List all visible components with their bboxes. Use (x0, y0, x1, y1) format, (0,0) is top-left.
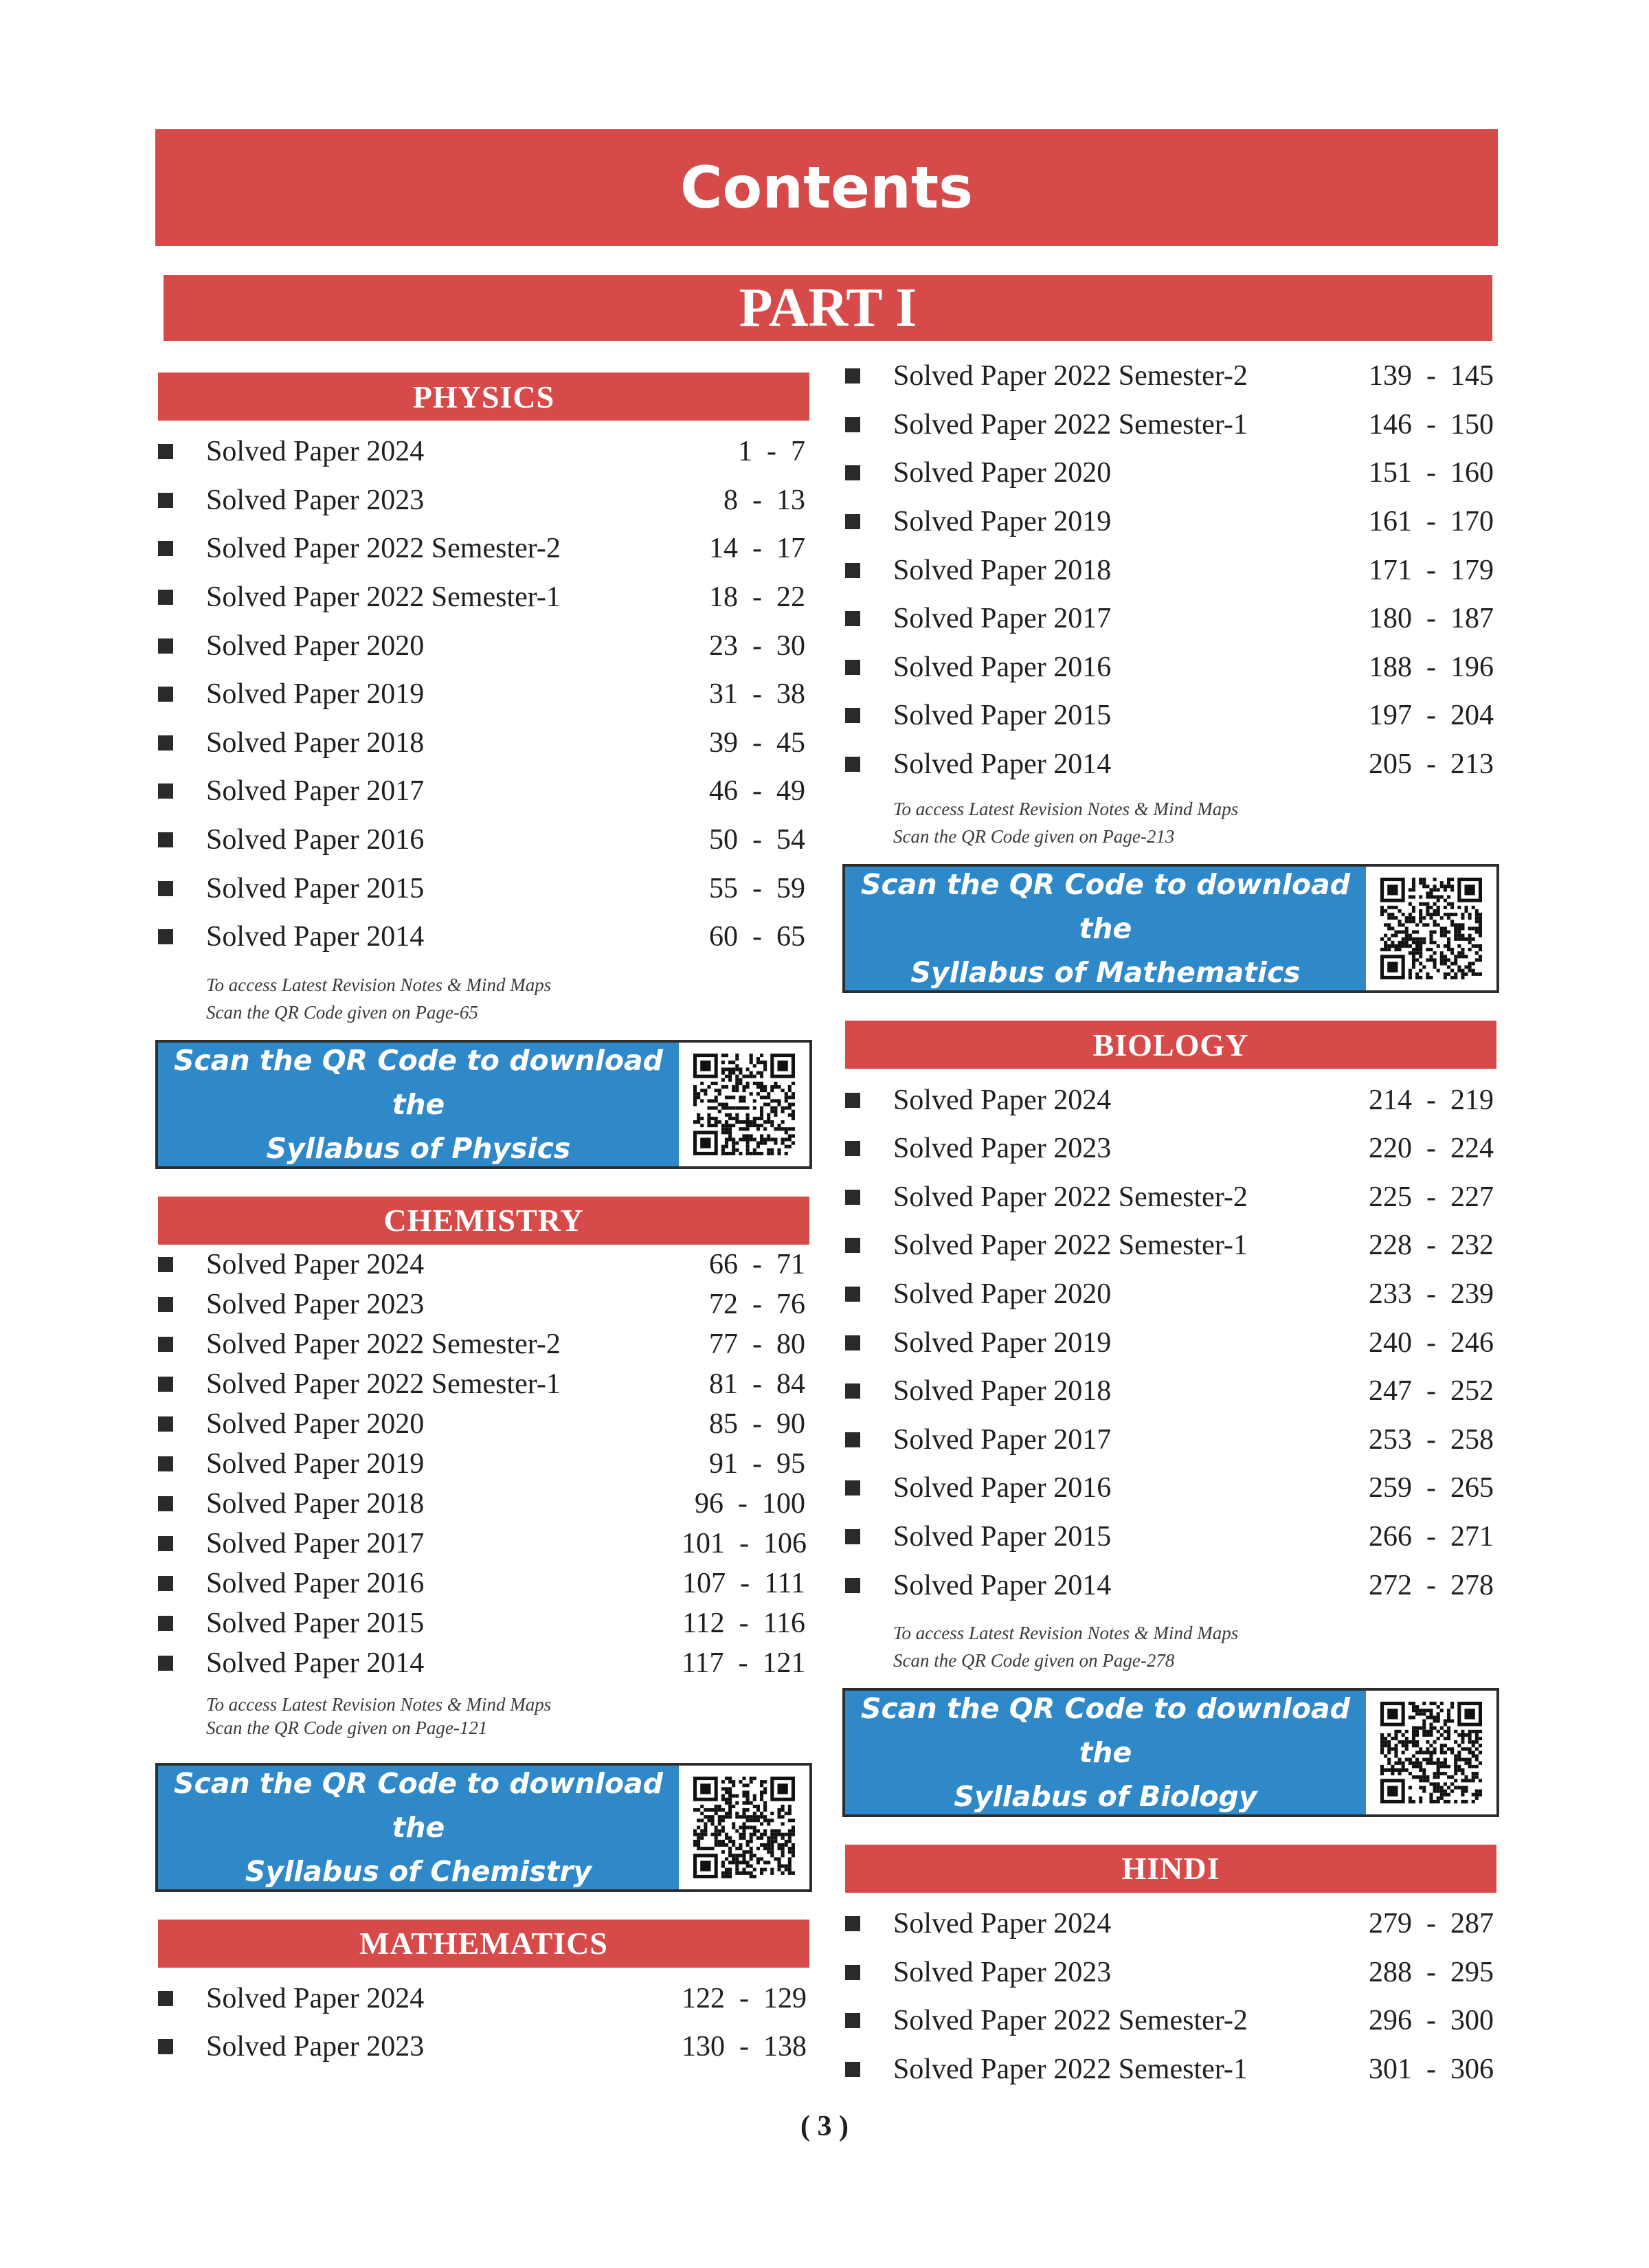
toc-entry[interactable] (155, 1444, 815, 1484)
toc-entry[interactable] (842, 643, 1502, 692)
hindi-list (842, 1900, 1502, 2093)
entry-pages: 266 - 271 (1369, 1520, 1494, 1553)
entry-pages: 205 - 213 (1369, 748, 1494, 781)
square-bullet-icon (845, 1432, 860, 1447)
physics-heading: PHYSICS (158, 373, 809, 421)
entry-title: Solved Paper 2017 (206, 775, 425, 808)
square-bullet-icon (845, 708, 860, 723)
entry-title: Solved Paper 2017 (206, 1527, 425, 1559)
entry-title: Solved Paper 2016 (206, 1567, 425, 1599)
square-bullet-icon (845, 1965, 860, 1980)
toc-entry[interactable] (842, 498, 1502, 546)
entry-pages: 296 - 300 (1369, 2005, 1494, 2037)
entry-pages: 46 - 49 (709, 775, 805, 808)
note-line: Scan the QR Code given on Page-65 (206, 1001, 478, 1023)
entry-title: Solved Paper 2018 (893, 1375, 1112, 1408)
left-column (155, 373, 815, 2071)
toc-entry[interactable] (155, 1603, 815, 1643)
qr-caption (158, 1766, 679, 1889)
toc-entry[interactable] (842, 1076, 1502, 1124)
entry-pages: 272 - 278 (1369, 1569, 1494, 1601)
entry-title: Solved Paper 2018 (206, 1487, 425, 1520)
right-column (842, 352, 1502, 2093)
toc-entry[interactable] (155, 1245, 815, 1285)
qr-line: Scan the QR Code to download the (173, 1766, 664, 1844)
square-bullet-icon (158, 1536, 173, 1551)
qr-code-icon (679, 1043, 809, 1166)
entry-pages: 112 - 116 (682, 1607, 805, 1639)
entry-title: Solved Paper 2018 (206, 726, 425, 759)
qr-caption (845, 1691, 1366, 1814)
square-bullet-icon (845, 2062, 860, 2077)
square-bullet-icon (845, 2013, 860, 2028)
square-bullet-icon (845, 563, 860, 578)
physics-syllabus-qr[interactable] (155, 1040, 812, 1169)
toc-entry[interactable] (155, 573, 815, 622)
mathematics-note (842, 795, 1502, 850)
entry-title: Solved Paper 2022 Semester-1 (206, 1368, 561, 1400)
entry-pages: 85 - 90 (709, 1408, 805, 1440)
toc-entry[interactable] (842, 1900, 1502, 1948)
toc-entry[interactable] (155, 2023, 815, 2071)
entry-title: Solved Paper 2015 (206, 872, 425, 904)
page-number: ( 3 ) (800, 2111, 849, 2142)
toc-entry[interactable] (842, 2045, 1502, 2094)
toc-entry[interactable] (842, 594, 1502, 643)
entry-pages: 23 - 30 (709, 630, 805, 662)
toc-entry[interactable] (842, 1318, 1502, 1367)
toc-entry[interactable] (155, 670, 815, 719)
chemistry-syllabus-qr[interactable] (155, 1763, 812, 1892)
entry-pages: 117 - 121 (682, 1647, 806, 1679)
entry-pages: 14 - 17 (709, 533, 805, 565)
toc-entry[interactable] (842, 546, 1502, 594)
entry-title: Solved Paper 2019 (206, 678, 425, 711)
entry-pages: 39 - 45 (709, 726, 805, 759)
entry-title: Solved Paper 2022 Semester-2 (893, 360, 1248, 392)
toc-entry[interactable] (155, 1324, 815, 1364)
entry-title: Solved Paper 2015 (893, 700, 1112, 732)
square-bullet-icon (158, 687, 173, 702)
square-bullet-icon (845, 1287, 860, 1302)
toc-entry[interactable] (842, 1997, 1502, 2045)
toc-entry[interactable] (155, 1524, 815, 1564)
entry-title: Solved Paper 2022 Semester-1 (893, 1230, 1248, 1262)
qr-line: Scan the QR Code to download the (860, 868, 1351, 946)
entry-title: Solved Paper 2016 (206, 824, 425, 856)
physics-note (155, 971, 815, 1026)
square-bullet-icon (158, 1496, 173, 1511)
entry-title: Solved Paper 2014 (893, 748, 1112, 781)
square-bullet-icon (845, 1916, 860, 1931)
square-bullet-icon (845, 1383, 860, 1399)
toc-entry[interactable] (155, 524, 815, 573)
square-bullet-icon (158, 638, 173, 654)
note-line: To access Latest Revision Notes & Mind Maps (893, 1622, 1239, 1643)
square-bullet-icon (845, 611, 860, 626)
square-bullet-icon (845, 1529, 860, 1544)
square-bullet-icon (845, 1190, 860, 1205)
toc-entry[interactable] (842, 1561, 1502, 1610)
toc-entry[interactable] (842, 449, 1502, 498)
toc-entry[interactable] (155, 1975, 815, 2023)
entry-pages: 247 - 252 (1369, 1375, 1494, 1408)
entry-pages: 253 - 258 (1369, 1423, 1494, 1456)
note-line: To access Latest Revision Notes & Mind Maps (206, 974, 552, 995)
entry-title: Solved Paper 2022 Semester-1 (893, 408, 1248, 441)
entry-pages: 18 - 22 (709, 581, 805, 614)
square-bullet-icon (158, 1257, 173, 1272)
entry-title: Solved Paper 2024 (893, 1084, 1112, 1116)
qr-line: Scan the QR Code to download the (173, 1043, 664, 1121)
qr-code-icon (1366, 1691, 1496, 1814)
toc-entry[interactable] (155, 1404, 815, 1444)
square-bullet-icon (158, 735, 173, 751)
entry-pages: 279 - 287 (1369, 1908, 1494, 1940)
entry-pages: 77 - 80 (709, 1328, 805, 1360)
entry-title: Solved Paper 2014 (206, 1647, 425, 1679)
entry-title: Solved Paper 2022 Semester-2 (893, 2005, 1248, 2037)
square-bullet-icon (158, 493, 173, 508)
entry-title: Solved Paper 2022 Semester-1 (206, 581, 561, 614)
entry-title: Solved Paper 2024 (206, 1982, 425, 2014)
entry-title: Solved Paper 2020 (893, 1278, 1112, 1311)
toc-entry[interactable] (842, 352, 1502, 401)
note-line: To access Latest Revision Notes & Mind Maps (893, 799, 1239, 820)
entry-title: Solved Paper 2023 (206, 1288, 425, 1320)
entry-pages: 220 - 224 (1369, 1133, 1494, 1165)
square-bullet-icon (158, 1456, 173, 1471)
toc-entry[interactable] (155, 476, 815, 525)
entry-pages: 180 - 187 (1369, 603, 1494, 635)
square-bullet-icon (158, 1656, 173, 1671)
qr-caption (845, 867, 1366, 990)
entry-pages: 1 - 7 (738, 436, 805, 468)
square-bullet-icon (158, 1337, 173, 1352)
entry-title: Solved Paper 2020 (206, 630, 425, 662)
note-line: Scan the QR Code given on Page-121 (206, 1717, 488, 1738)
square-bullet-icon (158, 1297, 173, 1312)
toc-entry[interactable] (155, 767, 815, 816)
entry-title: Solved Paper 2016 (893, 1472, 1112, 1504)
toc-entry[interactable] (842, 740, 1502, 789)
note-line: To access Latest Revision Notes & Mind Maps (206, 1693, 552, 1715)
chemistry-heading: CHEMISTRY (158, 1197, 809, 1245)
square-bullet-icon (158, 929, 173, 944)
square-bullet-icon (158, 1377, 173, 1392)
entry-title: Solved Paper 2019 (893, 506, 1112, 538)
toc-entry[interactable] (155, 1643, 815, 1683)
entry-pages: 50 - 54 (709, 824, 805, 856)
square-bullet-icon (158, 590, 173, 605)
square-bullet-icon (845, 368, 860, 383)
qr-code-icon (679, 1766, 809, 1889)
square-bullet-icon (158, 2039, 173, 2054)
toc-entry[interactable] (842, 1270, 1502, 1319)
entry-title: Solved Paper 2015 (893, 1520, 1112, 1553)
toc-entry[interactable] (155, 1484, 815, 1524)
part-title: PART I (164, 275, 1492, 341)
entry-pages: 288 - 295 (1369, 1956, 1494, 1988)
entry-pages: 146 - 150 (1369, 408, 1494, 441)
square-bullet-icon (845, 1238, 860, 1253)
note-line: Scan the QR Code given on Page-278 (893, 1649, 1175, 1671)
qr-line: Syllabus of Chemistry (245, 1854, 592, 1888)
toc-entry[interactable] (842, 691, 1502, 740)
square-bullet-icon (158, 1616, 173, 1631)
mathematics-syllabus-qr[interactable] (842, 864, 1499, 993)
square-bullet-icon (845, 1480, 860, 1496)
entry-title: Solved Paper 2023 (206, 2031, 425, 2063)
mathematics-heading: MATHEMATICS (158, 1920, 809, 1968)
toc-entry[interactable] (155, 913, 815, 961)
entry-title: Solved Paper 2017 (893, 603, 1112, 635)
entry-pages: 91 - 95 (709, 1447, 805, 1480)
square-bullet-icon (158, 541, 173, 556)
qr-line: Syllabus of Physics (266, 1131, 571, 1165)
mathematics-list-part1 (155, 1975, 815, 2071)
toc-entry[interactable] (155, 1564, 815, 1603)
entry-title: Solved Paper 2022 Semester-2 (206, 1328, 561, 1360)
entry-title: Solved Paper 2014 (206, 921, 425, 953)
toc-entry[interactable] (155, 719, 815, 768)
entry-title: Solved Paper 2019 (893, 1326, 1112, 1359)
square-bullet-icon (845, 1141, 860, 1156)
square-bullet-icon (845, 757, 860, 772)
mathematics-list-part2 (842, 352, 1502, 788)
entry-pages: 31 - 38 (709, 678, 805, 711)
entry-title: Solved Paper 2024 (893, 1908, 1112, 1940)
chemistry-list (155, 1245, 815, 1683)
entry-pages: 259 - 265 (1369, 1472, 1494, 1504)
entry-pages: 130 - 138 (682, 2031, 807, 2063)
toc-entry[interactable] (842, 1221, 1502, 1270)
square-bullet-icon (845, 514, 860, 529)
entry-title: Solved Paper 2017 (893, 1423, 1112, 1456)
entry-title: Solved Paper 2023 (893, 1956, 1112, 1988)
square-bullet-icon (158, 1416, 173, 1432)
toc-entry[interactable] (842, 401, 1502, 449)
physics-list (155, 427, 815, 961)
toc-entry[interactable] (155, 427, 815, 476)
toc-entry[interactable] (842, 1513, 1502, 1561)
hindi-heading: HINDI (845, 1845, 1496, 1893)
entry-title: Solved Paper 2018 (893, 554, 1112, 586)
entry-pages: 122 - 129 (682, 1982, 807, 2014)
entry-pages: 240 - 246 (1369, 1326, 1494, 1359)
toc-entry[interactable] (842, 1367, 1502, 1416)
chemistry-note (155, 1693, 815, 1739)
entry-title: Solved Paper 2024 (206, 436, 425, 468)
entry-pages: 107 - 111 (682, 1567, 805, 1599)
entry-pages: 225 - 227 (1369, 1181, 1494, 1213)
square-bullet-icon (158, 1576, 173, 1591)
square-bullet-icon (158, 1991, 173, 2006)
entry-pages: 188 - 196 (1369, 651, 1494, 683)
entry-title: Solved Paper 2022 Semester-2 (206, 533, 561, 565)
entry-title: Solved Paper 2020 (206, 1408, 425, 1440)
note-line: Scan the QR Code given on Page-213 (893, 826, 1175, 847)
entry-pages: 72 - 76 (709, 1288, 805, 1320)
entry-pages: 214 - 219 (1369, 1084, 1494, 1116)
square-bullet-icon (845, 1335, 860, 1350)
entry-pages: 139 - 145 (1369, 360, 1494, 392)
entry-pages: 151 - 160 (1369, 457, 1494, 489)
entry-pages: 228 - 232 (1369, 1230, 1494, 1262)
entry-pages: 55 - 59 (709, 872, 805, 904)
toc-entry[interactable] (155, 1285, 815, 1324)
qr-line: Syllabus of Biology (954, 1779, 1257, 1813)
entry-pages: 66 - 71 (709, 1248, 805, 1280)
entry-title: Solved Paper 2015 (206, 1607, 425, 1639)
square-bullet-icon (845, 465, 860, 480)
qr-code-icon (1366, 867, 1496, 990)
entry-title: Solved Paper 2024 (206, 1248, 425, 1280)
square-bullet-icon (845, 1578, 860, 1593)
entry-pages: 301 - 306 (1369, 2053, 1494, 2085)
entry-pages: 233 - 239 (1369, 1278, 1494, 1311)
qr-caption (158, 1043, 679, 1166)
biology-note (842, 1619, 1502, 1674)
toc-entry[interactable] (155, 864, 815, 913)
entry-title: Solved Paper 2022 Semester-1 (893, 2053, 1248, 2085)
toc-entry[interactable] (155, 621, 815, 670)
toc-entry[interactable] (842, 1416, 1502, 1465)
entry-title: Solved Paper 2016 (893, 651, 1112, 683)
toc-entry[interactable] (842, 1173, 1502, 1222)
square-bullet-icon (158, 783, 173, 799)
entry-pages: 161 - 170 (1369, 506, 1494, 538)
square-bullet-icon (845, 660, 860, 675)
entry-pages: 81 - 84 (709, 1368, 805, 1400)
qr-line: Scan the QR Code to download the (860, 1691, 1351, 1769)
entry-pages: 8 - 13 (723, 484, 805, 516)
entry-title: Solved Paper 2023 (893, 1133, 1112, 1165)
contents-title: Contents (155, 129, 1498, 246)
entry-pages: 171 - 179 (1369, 554, 1494, 586)
entry-title: Solved Paper 2014 (893, 1569, 1112, 1601)
square-bullet-icon (845, 417, 860, 432)
entry-title: Solved Paper 2020 (893, 457, 1112, 489)
square-bullet-icon (845, 1093, 860, 1108)
qr-line: Syllabus of Mathematics (910, 956, 1301, 990)
entry-pages: 101 - 106 (682, 1527, 807, 1559)
square-bullet-icon (158, 832, 173, 847)
toc-entry[interactable] (155, 816, 815, 865)
square-bullet-icon (158, 444, 173, 459)
entry-pages: 197 - 204 (1369, 700, 1494, 732)
toc-entry[interactable] (155, 1364, 815, 1404)
toc-entry[interactable] (842, 1948, 1502, 1997)
toc-entry[interactable] (842, 1124, 1502, 1173)
entry-title: Solved Paper 2022 Semester-2 (893, 1181, 1248, 1213)
entry-title: Solved Paper 2019 (206, 1447, 425, 1480)
biology-syllabus-qr[interactable] (842, 1688, 1499, 1817)
toc-entry[interactable] (842, 1464, 1502, 1513)
biology-heading: BIOLOGY (845, 1021, 1496, 1069)
entry-pages: 60 - 65 (709, 921, 805, 953)
entry-title: Solved Paper 2023 (206, 484, 425, 516)
biology-list (842, 1076, 1502, 1610)
square-bullet-icon (158, 881, 173, 896)
entry-pages: 96 - 100 (695, 1487, 805, 1520)
